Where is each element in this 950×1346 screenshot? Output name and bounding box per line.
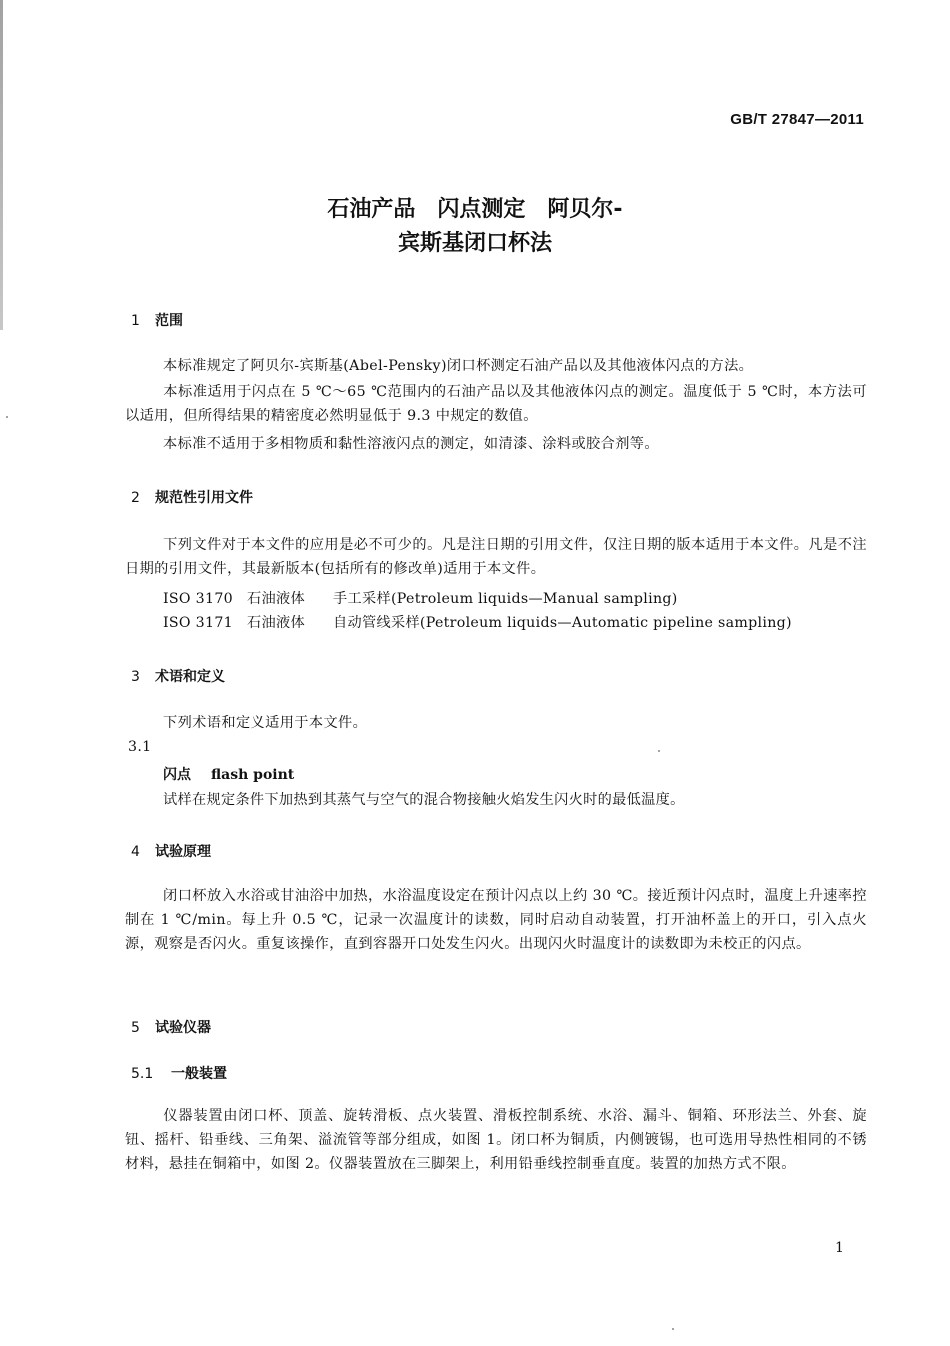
title-line-2: 宾斯基闭口杯法: [397, 231, 552, 256]
section-number: 5: [131, 1020, 140, 1036]
section-number: 2: [131, 490, 140, 506]
section-title: 术语和定义: [155, 669, 225, 685]
paragraph: 下列文件对于本文件的应用是必不可少的。凡是注日期的引用文件，仅注日期的版本适用于本文件。凡是不注日期的引用文件，其最新版本(包括所有的修改单)适用于本文件。: [125, 537, 867, 577]
reference-desc: 自动管线采样(Petroleum liquids—Automatic pipeline sampling): [333, 615, 792, 631]
standard-code: GB/T 27847—2011: [730, 111, 864, 128]
section-number: 1: [131, 313, 140, 329]
document-title: [0, 193, 950, 261]
reference-item: [163, 612, 792, 632]
section-heading-1: [131, 310, 183, 330]
reference-name: 石油液体: [247, 591, 305, 607]
section-heading-3: [131, 666, 225, 686]
term-english: flash point: [211, 767, 295, 783]
section-heading-2: [131, 487, 253, 507]
section-title: 范围: [155, 313, 183, 329]
page-number: 1: [835, 1240, 844, 1256]
scan-edge-shadow: [0, 0, 3, 330]
paragraph: 下列术语和定义适用于本文件。: [163, 715, 368, 731]
paragraph: 闭口杯放入水浴或甘油浴中加热，水浴温度设定在预计闪点以上约 30 ℃。接近预计闪点时，温度上升速率控制在 1 ℃/min。每上升 0.5 ℃，记录一次温度计的读数，同时启动自动装置，打开油杯盖上的开口，引入点火源，观察是否闪火。重复该操作，直到容器开口处发生闪火。出现闪火时温度计的读数即为未校正的闪点。: [125, 888, 867, 952]
paragraph: 本标准不适用于多相物质和黏性溶液闪点的测定，如清漆、涂料或胶合剂等。: [163, 436, 659, 452]
section-title: 规范性引用文件: [155, 490, 253, 506]
section-number: 4: [131, 844, 140, 860]
reference-code: ISO 3170: [163, 591, 233, 607]
scan-speck: [6, 416, 8, 418]
section-title: 试验原理: [155, 844, 211, 860]
section-number: 3: [131, 669, 140, 685]
reference-desc: 手工采样(Petroleum liquids—Manual sampling): [333, 591, 678, 607]
subsection-title: 一般装置: [171, 1066, 227, 1082]
term-number: 3.1: [128, 739, 152, 755]
paragraph: 本标准适用于闪点在 5 ℃～65 ℃范围内的石油产品以及其他液体闪点的测定。温度低于 5 ℃时，本方法可以适用，但所得结果的精密度必然明显低于 9.3 中规定的数值。: [125, 384, 867, 424]
reference-item: [163, 588, 678, 608]
title-line-1: 石油产品 闪点测定 阿贝尔-: [327, 197, 623, 222]
section-heading-5: [131, 1017, 211, 1037]
paragraph: 本标准规定了阿贝尔-宾斯基(Abel-Pensky)闭口杯测定石油产品以及其他液体闪点的方法。: [163, 358, 754, 374]
reference-code: ISO 3171: [163, 615, 233, 631]
scan-speck: [672, 1328, 674, 1330]
section-heading-4: [131, 841, 211, 861]
paragraph: 仪器装置由闭口杯、顶盖、旋转滑板、点火装置、滑板控制系统、水浴、漏斗、铜箱、环形法兰、外套、旋钮、摇杆、铅垂线、三角架、溢流管等部分组成，如图 1。闭口杯为铜质，内侧镀锡，也可选用导热性相同的不锈材料，悬挂在铜箱中，如图 2。仪器装置放在三脚架上，利用铅垂线控制垂直度。装置的加热方式不限。: [125, 1108, 867, 1172]
reference-name: 石油液体: [247, 615, 305, 631]
subsection-heading-5-1: [131, 1063, 227, 1083]
term-definition: 试样在规定条件下加热到其蒸气与空气的混合物接触火焰发生闪火时的最低温度。: [163, 792, 685, 808]
term-entry: [163, 764, 294, 784]
section-title: 试验仪器: [155, 1020, 211, 1036]
term-chinese: 闪点: [163, 767, 191, 783]
subsection-number: 5.1: [131, 1066, 154, 1082]
scan-speck: [658, 750, 660, 752]
